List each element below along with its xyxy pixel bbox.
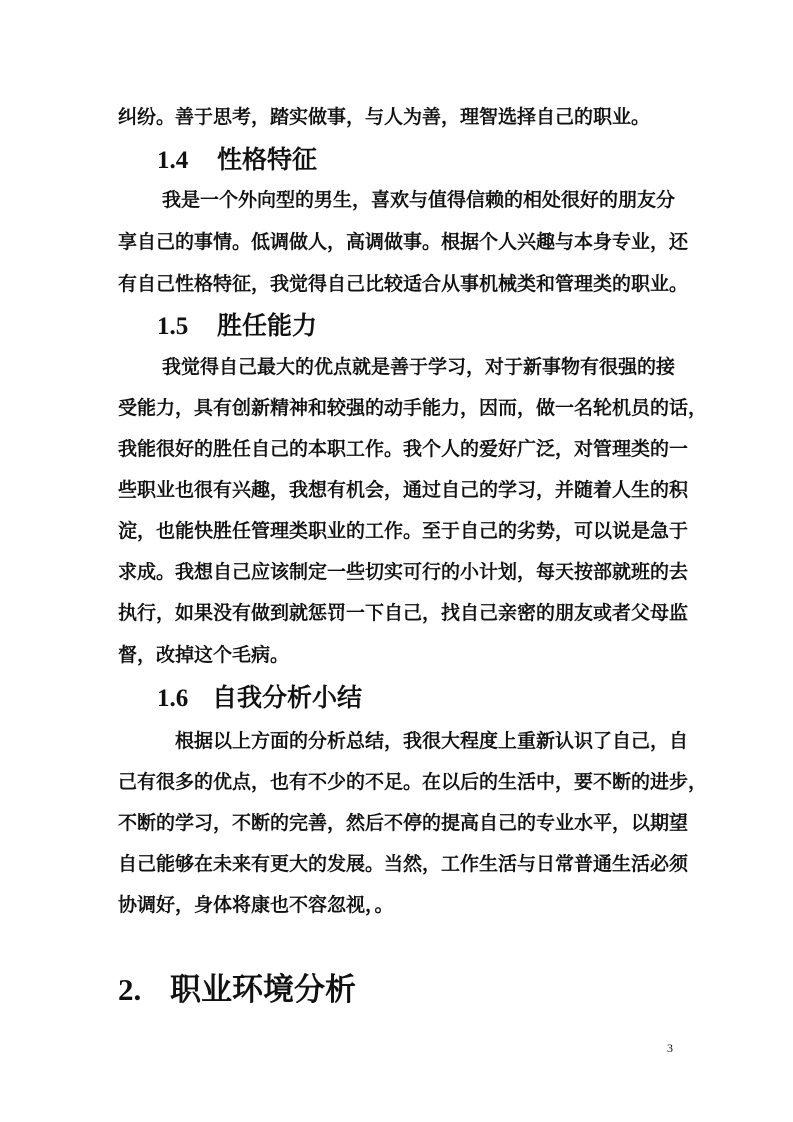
section-heading-1-4: 1.4 性格特征 [157, 145, 318, 174]
paragraph-line: 淀，也能快胜任管理类职业的工作。至于自己的劣势，可以说是急于 [118, 520, 689, 542]
paragraph-line: 受能力，具有创新精神和较强的动手能力，因而，做一名轮机员的话， [118, 397, 708, 419]
paragraph-line: 求成。我想自己应该制定一些切实可行的小计划，每天按部就班的去 [118, 561, 689, 583]
paragraph-line: 我是一个外向型的男生，喜欢与值得信赖的相处很好的朋友分 [162, 189, 676, 211]
paragraph-line: 有自己性格特征，我觉得自己比较适合从事机械类和管理类的职业。 [118, 273, 689, 295]
paragraph-line: 享自己的事情。低调做人，高调做事。根据个人兴趣与本身专业，还 [118, 231, 689, 253]
paragraph-line: 我能很好的胜任自己的本职工作。我个人的爱好广泛，对管理类的一 [118, 438, 689, 460]
paragraph-line: 自己能够在未来有更大的发展。当然，工作生活与日常普通生活必须 [118, 853, 689, 875]
page-number: 3 [667, 1041, 673, 1055]
paragraph-line: 执行，如果没有做到就惩罚一下自己，找自己亲密的朋友或者父母监 [118, 602, 689, 624]
section-heading-1-5: 1.5 胜任能力 [157, 311, 318, 340]
paragraph-line: 己有很多的优点，也有不少的不足。在以后的生活中，要不断的进步， [118, 771, 708, 793]
chapter-heading-2: 2. 职业环境分析 [118, 972, 356, 1008]
paragraph-line: 不断的学习，不断的完善，然后不停的提高自己的专业水平，以期望 [118, 812, 689, 834]
paragraph-line: 我觉得自己最大的优点就是善于学习，对于新事物有很强的接 [162, 356, 676, 378]
paragraph-line: 纠纷。善于思考，踏实做事，与人为善，理智选择自己的职业。 [118, 106, 651, 128]
paragraph-line: 督，改掉这个毛病。 [118, 644, 290, 666]
paragraph-line: 协调好，身体将康也不容忽视，。 [118, 894, 394, 916]
paragraph-line: 根据以上方面的分析总结，我很大程度上重新认识了自己，自 [175, 730, 689, 752]
paragraph-line: 些职业也很有兴趣，我想有机会，通过自己的学习，并随着人生的积 [118, 479, 689, 501]
section-heading-1-6: 1.6 自我分析小结 [157, 683, 363, 712]
